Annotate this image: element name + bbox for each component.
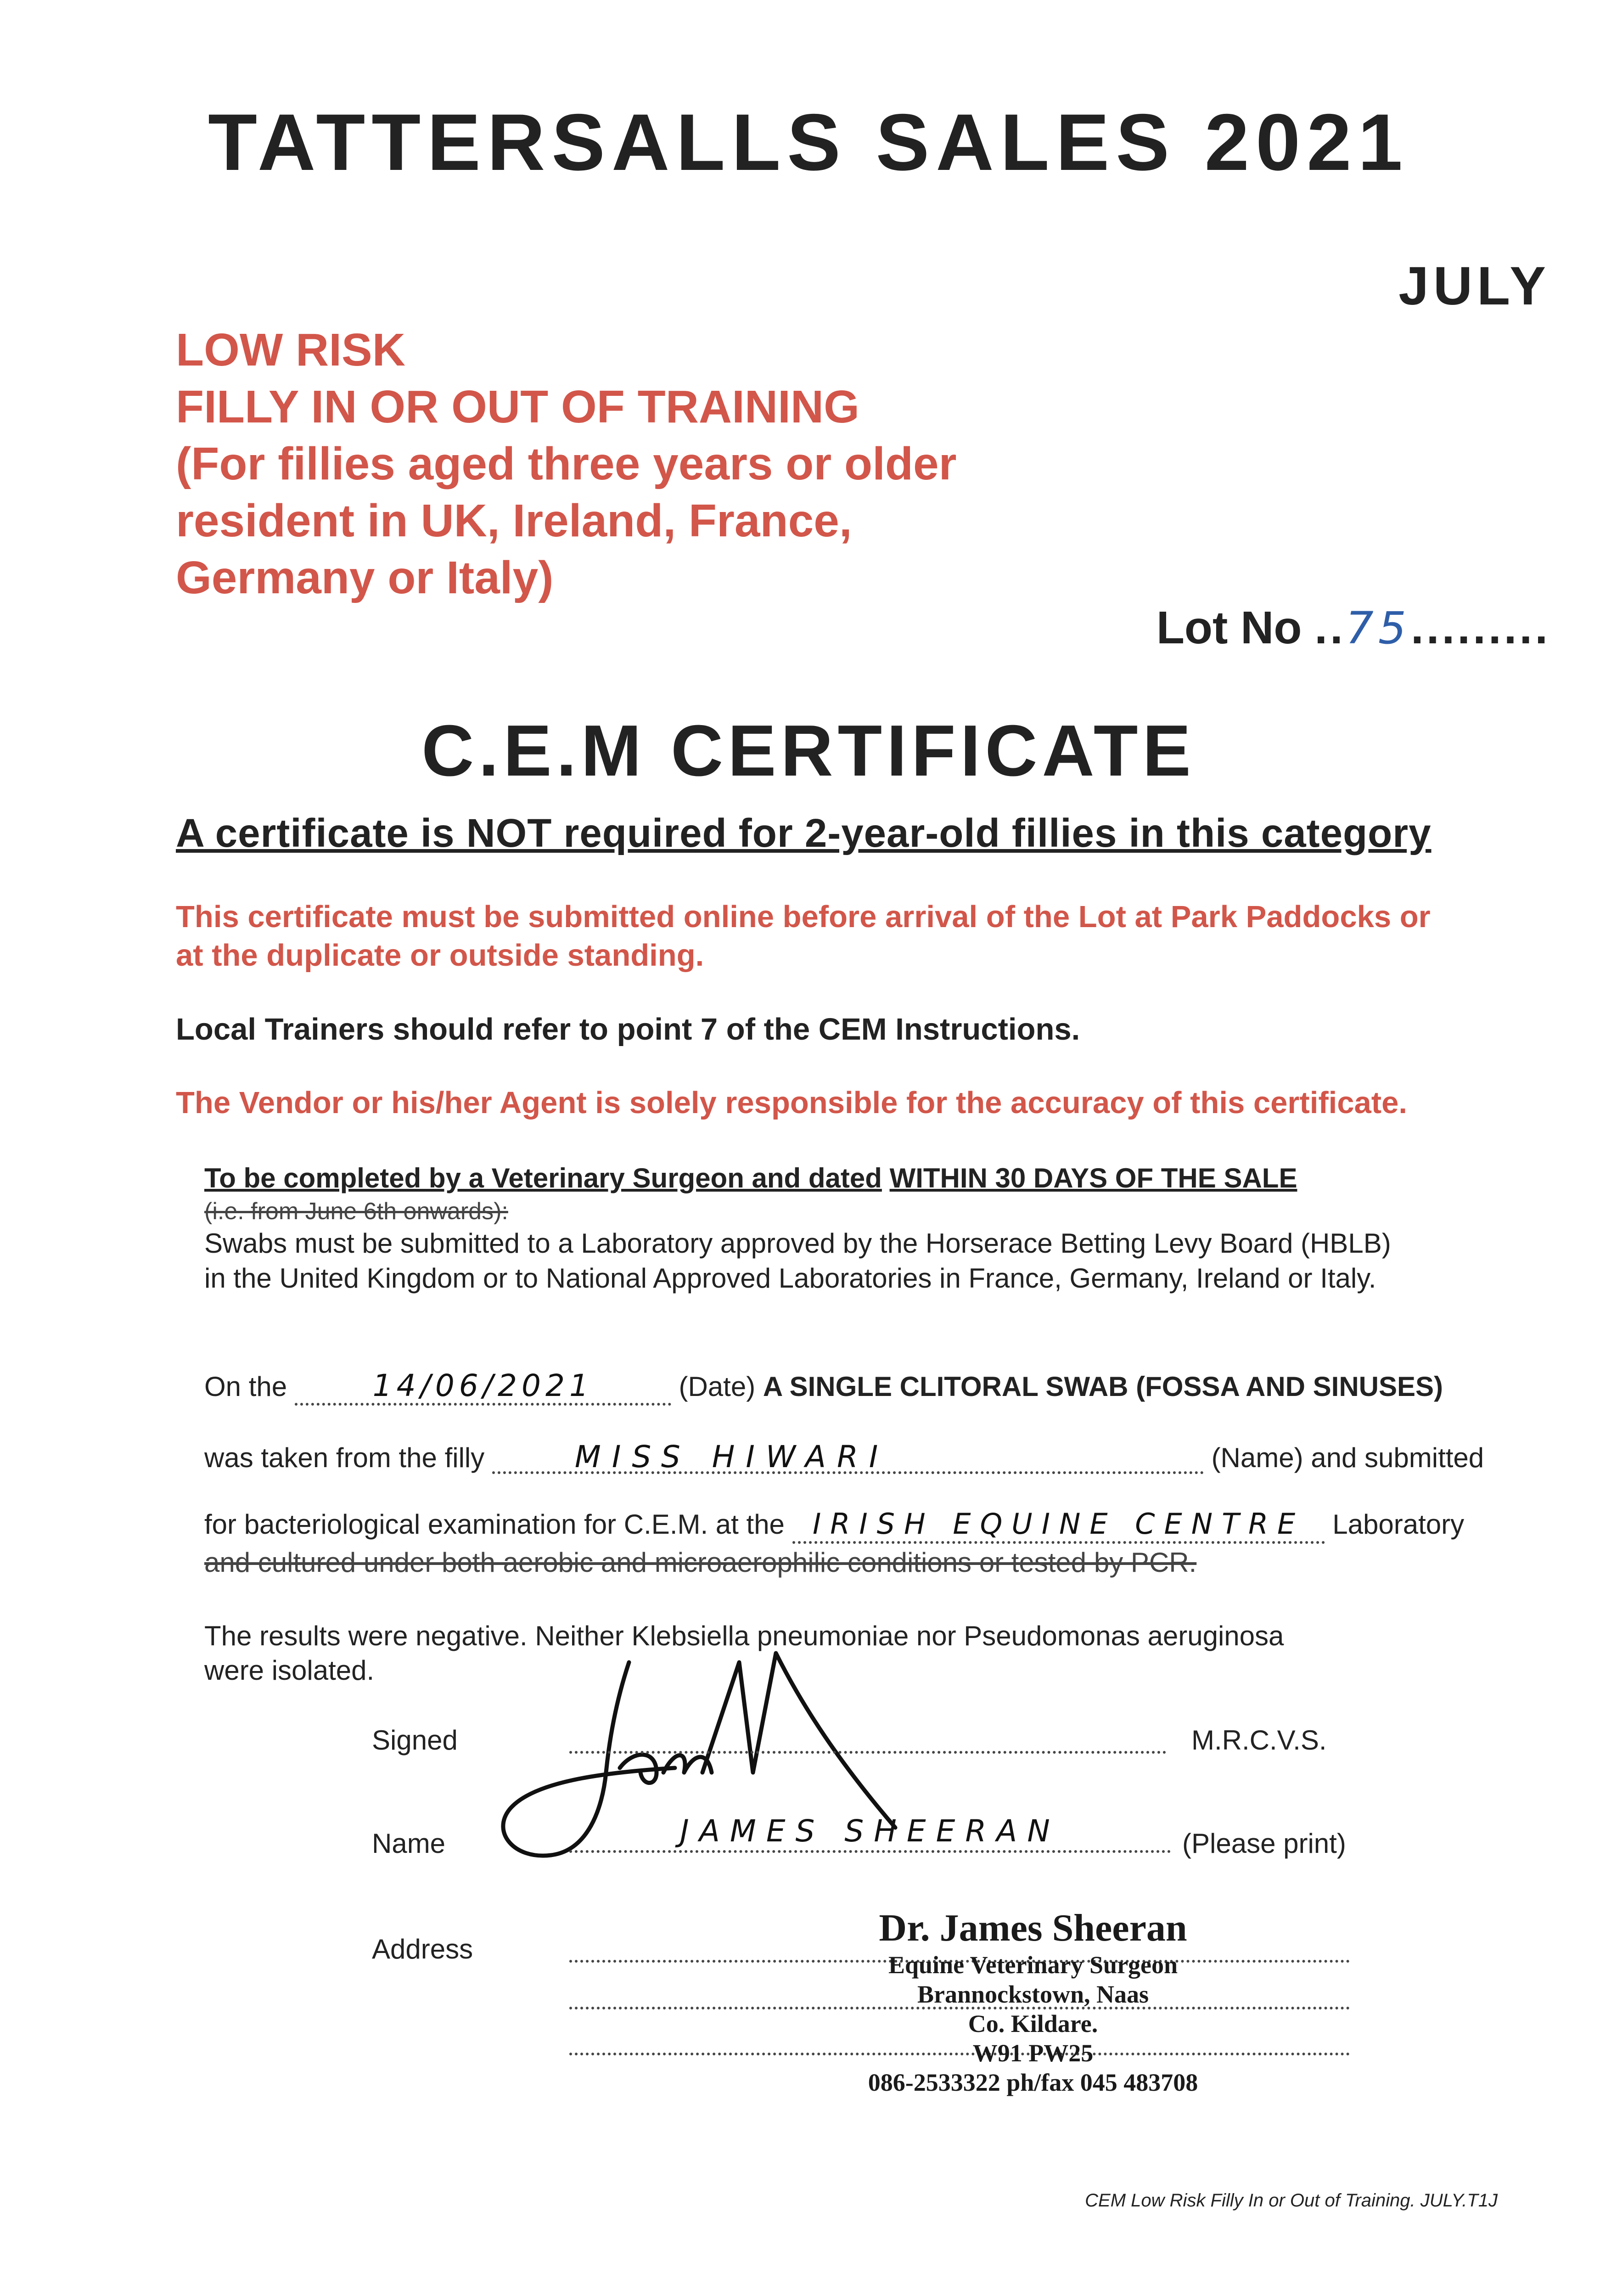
stamp-line-3: Co. Kildare.: [968, 2010, 1098, 2037]
stamp-line-5: 086-2533322 ph/fax 045 483708: [868, 2069, 1198, 2096]
footer-reference: CEM Low Risk Filly In or Out of Training. JULY.T1J: [1085, 2190, 1498, 2211]
printed-name-field[interactable]: [569, 1813, 1171, 1853]
date-note: (i.e. from June 6th onwards):: [204, 1198, 508, 1225]
not-required-notice: A certificate is NOT required for 2-year-old fillies in this category: [176, 811, 1432, 855]
local-trainers-note: Local Trainers should refer to point 7 of the CEM Instructions.: [176, 1012, 1080, 1047]
category-line-4: resident in UK, Ireland, France,: [176, 495, 852, 546]
mrcvs-suffix: M.R.C.V.S.: [1191, 1725, 1327, 1756]
taken-from-label: was taken from the filly: [204, 1442, 485, 1473]
laboratory-value: IRISH EQUINE CENTRE: [813, 1507, 1305, 1541]
signature-field[interactable]: [569, 1724, 1166, 1753]
date-row: [204, 1368, 1443, 1406]
signed-label: Signed: [372, 1725, 458, 1756]
sale-month: JULY: [1398, 256, 1550, 316]
lot-number: Lot No ..75.........: [1156, 602, 1550, 654]
swab-type: A SINGLE CLITORAL SWAB (FOSSA AND SINUSES): [763, 1371, 1443, 1402]
printed-name-value: JAMES SHEERAN: [680, 1813, 1060, 1849]
completed-by-instruction: [204, 1161, 1297, 1196]
completed-by-text: To be completed by a Veterinary Surgeon and dated: [204, 1163, 882, 1193]
document-title: TATTERSALLS SALES 2021: [208, 98, 1409, 187]
within-30-days: WITHIN 30 DAYS OF THE SALE: [889, 1163, 1297, 1193]
stamp-line-4: W91 PW25: [972, 2039, 1094, 2067]
on-the-label: On the: [204, 1371, 287, 1402]
submit-notice-line-2: at the duplicate or outside standing.: [176, 938, 704, 973]
submit-notice-line-1: This certificate must be submitted online before arrival of the Lot at Park Paddocks or: [176, 900, 1431, 934]
lot-label: Lot No: [1156, 602, 1302, 653]
certificate-heading: C.E.M CERTIFICATE: [421, 710, 1196, 791]
exam-prefix: for bacteriological examination for C.E.M. at the: [204, 1509, 785, 1540]
filly-name-field[interactable]: [492, 1439, 1204, 1474]
category-line-1: LOW RISK: [176, 324, 405, 376]
please-print-suffix: (Please print): [1182, 1828, 1346, 1859]
stamp-line-1: Equine Veterinary Surgeon: [888, 1951, 1178, 1979]
swabs-line-1: Swabs must be submitted to a Laboratory approved by the Horserace Betting Levy Board (HBLB): [204, 1228, 1391, 1259]
cultured-conditions: and cultured under both aerobic and microaerophilic conditions or tested by PCR.: [204, 1547, 1197, 1578]
laboratory-suffix: Laboratory: [1332, 1509, 1465, 1540]
category-line-2: FILLY IN OR OUT OF TRAINING: [176, 381, 859, 433]
category-line-3: (For fillies aged three years or older: [176, 438, 957, 490]
date-suffix: (Date): [679, 1371, 756, 1402]
laboratory-field[interactable]: [792, 1507, 1325, 1544]
filly-name-value: MISS HIWARI: [574, 1439, 889, 1474]
swabs-line-2: in the United Kingdom or to National Approved Laboratories in France, Germany, Ireland or Italy.: [204, 1263, 1376, 1294]
laboratory-row: [204, 1508, 1464, 1544]
date-field[interactable]: [295, 1368, 671, 1406]
date-value: 14/06/2021: [372, 1368, 593, 1403]
signature-image: [482, 1635, 1079, 1892]
vet-stamp: [735, 1906, 1331, 2097]
stamp-vet-name: Dr. James Sheeran: [879, 1907, 1187, 1949]
lot-value: 75: [1345, 602, 1411, 654]
address-label: Address: [372, 1934, 473, 1964]
name-label: Name: [372, 1828, 446, 1859]
name-suffix: (Name) and submitted: [1211, 1442, 1484, 1473]
category-line-5: Germany or Italy): [176, 552, 554, 603]
results-line-2: were isolated.: [204, 1655, 375, 1686]
filly-row: [204, 1439, 1484, 1474]
results-line-1: The results were negative. Neither Klebsiella pneumoniae nor Pseudomonas aeruginosa: [204, 1621, 1284, 1651]
stamp-line-2: Brannockstown, Naas: [917, 1981, 1149, 2008]
vendor-notice: The Vendor or his/her Agent is solely responsible for the accuracy of this certificate.: [176, 1086, 1407, 1120]
